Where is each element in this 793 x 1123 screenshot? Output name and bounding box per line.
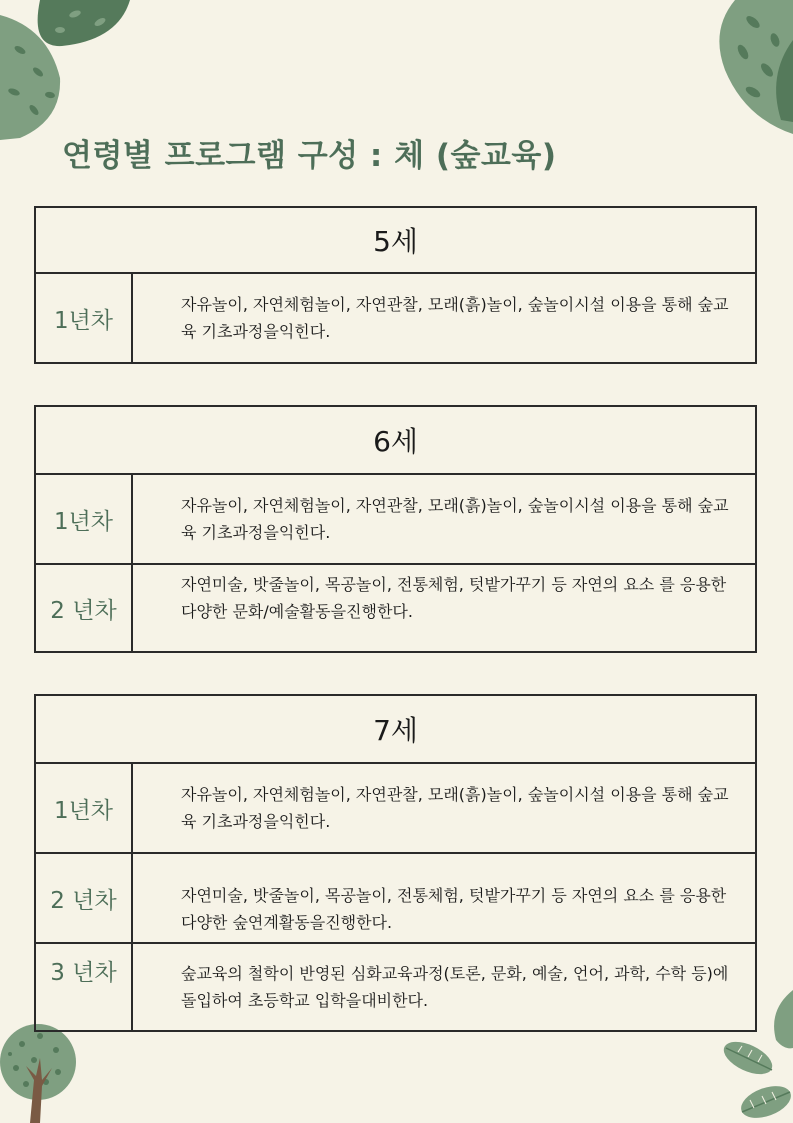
age-5-table <box>34 206 757 364</box>
year-label: 1년차 <box>36 764 133 852</box>
page-title: 연령별 프로그램 구성 : 체 (숲교육) <box>62 138 557 174</box>
age-header: 7세 <box>36 696 755 764</box>
program-description: 자유놀이, 자연체험놀이, 자연관찰, 모래(흙)놀이, 숲놀이시설 이용을 통해 숲교육 기초과정을익힌다. <box>181 295 729 341</box>
age-header: 6세 <box>36 407 755 475</box>
program-description: 자연미술, 밧줄놀이, 목공놀이, 전통체험, 텃밭가꾸기 등 자연의 요소 를 응용한 다양한 문화/예술활동을진행한다. <box>181 575 727 621</box>
year-label: 2 년차 <box>36 565 133 651</box>
program-description: 자유놀이, 자연체험놀이, 자연관찰, 모래(흙)놀이, 숲놀이시설 이용을 통해 숲교육 기초과정을익힌다. <box>181 496 729 542</box>
table-row <box>36 854 755 944</box>
table-row <box>36 764 755 854</box>
year-label: 3 년차 <box>36 944 133 1030</box>
table-row <box>36 274 755 362</box>
age-6-table <box>34 405 757 653</box>
table-row <box>36 944 755 1030</box>
leaf-decoration-top-left <box>0 0 140 150</box>
program-description: 자유놀이, 자연체험놀이, 자연관찰, 모래(흙)놀이, 숲놀이시설 이용을 통해 숲교육 기초과정을익힌다. <box>181 785 729 831</box>
leaf-decoration-top-right <box>705 0 793 140</box>
program-description: 숲교육의 철학이 반영된 심화교육과정(토론, 문화, 예술, 언어, 과학, 수학 등)에 돌입하여 초등학교 입학을대비한다. <box>181 964 729 1010</box>
age-header: 5세 <box>36 208 755 274</box>
program-description: 자연미술, 밧줄놀이, 목공놀이, 전통체험, 텃밭가꾸기 등 자연의 요소 를 응용한 다양한 숲연계활동을진행한다. <box>181 886 727 932</box>
year-label: 1년차 <box>36 274 133 362</box>
table-row <box>36 565 755 651</box>
year-label: 1년차 <box>36 475 133 563</box>
age-7-table <box>34 694 757 1032</box>
year-label: 2 년차 <box>36 854 133 942</box>
table-row <box>36 475 755 565</box>
